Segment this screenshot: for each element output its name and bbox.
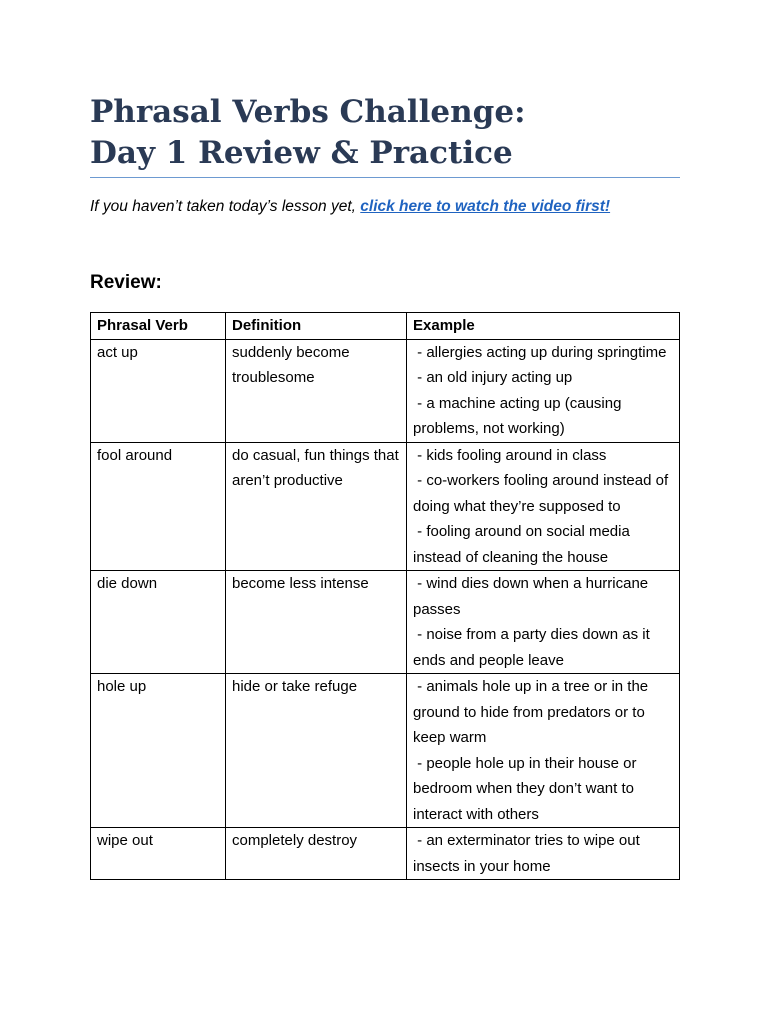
definition-cell: become less intense bbox=[226, 571, 407, 674]
header-example: Example bbox=[407, 313, 680, 340]
title-divider bbox=[90, 177, 680, 178]
review-heading: Review: bbox=[90, 272, 162, 293]
example-cell bbox=[407, 828, 680, 880]
example-item: - a machine acting up (causing problems, not working) bbox=[413, 394, 626, 437]
example-item: - an exterminator tries to wipe out insects in your home bbox=[413, 832, 644, 875]
definition-cell: do casual, fun things that aren’t productive bbox=[226, 442, 407, 571]
phrasal-verb-cell: wipe out bbox=[91, 828, 226, 880]
watch-video-link[interactable]: click here to watch the video first! bbox=[360, 198, 611, 215]
phrasal-verb-cell: hole up bbox=[91, 674, 226, 828]
example-item: - fooling around on social media instead of cleaning the house bbox=[413, 523, 634, 566]
definition-cell: completely destroy bbox=[226, 828, 407, 880]
example-item: - an old injury acting up bbox=[413, 369, 573, 386]
document-title bbox=[90, 92, 690, 174]
table-row bbox=[91, 828, 680, 880]
table-row bbox=[91, 339, 680, 442]
example-item: - noise from a party dies down as it ends and people leave bbox=[413, 626, 654, 669]
review-table bbox=[90, 312, 680, 880]
table-row bbox=[91, 571, 680, 674]
example-cell bbox=[407, 571, 680, 674]
table-row bbox=[91, 442, 680, 571]
intro-paragraph bbox=[90, 198, 610, 216]
title-line-1: Phrasal Verbs Challenge: bbox=[90, 94, 526, 130]
definition-cell: suddenly become troublesome bbox=[226, 339, 407, 442]
table-body bbox=[91, 339, 680, 880]
example-item: - animals hole up in a tree or in the ground to hide from predators or to keep warm bbox=[413, 678, 653, 746]
header-definition: Definition bbox=[226, 313, 407, 340]
example-item: - wind dies down when a hurricane passes bbox=[413, 575, 653, 618]
table-row bbox=[91, 674, 680, 828]
example-item: - people hole up in their house or bedroom when they don’t want to interact with others bbox=[413, 754, 641, 823]
phrasal-verb-cell: die down bbox=[91, 571, 226, 674]
example-cell bbox=[407, 442, 680, 571]
intro-text: If you haven’t taken today’s lesson yet, bbox=[90, 198, 361, 215]
example-cell bbox=[407, 674, 680, 828]
definition-cell: hide or take refuge bbox=[226, 674, 407, 828]
table-header-row bbox=[91, 313, 680, 340]
phrasal-verb-cell: act up bbox=[91, 339, 226, 442]
title-line-2: Day 1 Review & Practice bbox=[90, 135, 513, 171]
example-item: - allergies acting up during springtime bbox=[413, 343, 667, 361]
example-cell bbox=[407, 339, 680, 442]
example-item: - kids fooling around in class bbox=[413, 446, 607, 464]
phrasal-verb-cell: fool around bbox=[91, 442, 226, 571]
example-item: - co-workers fooling around instead of doing what they’re supposed to bbox=[413, 472, 673, 515]
header-phrasal-verb: Phrasal Verb bbox=[91, 313, 226, 340]
